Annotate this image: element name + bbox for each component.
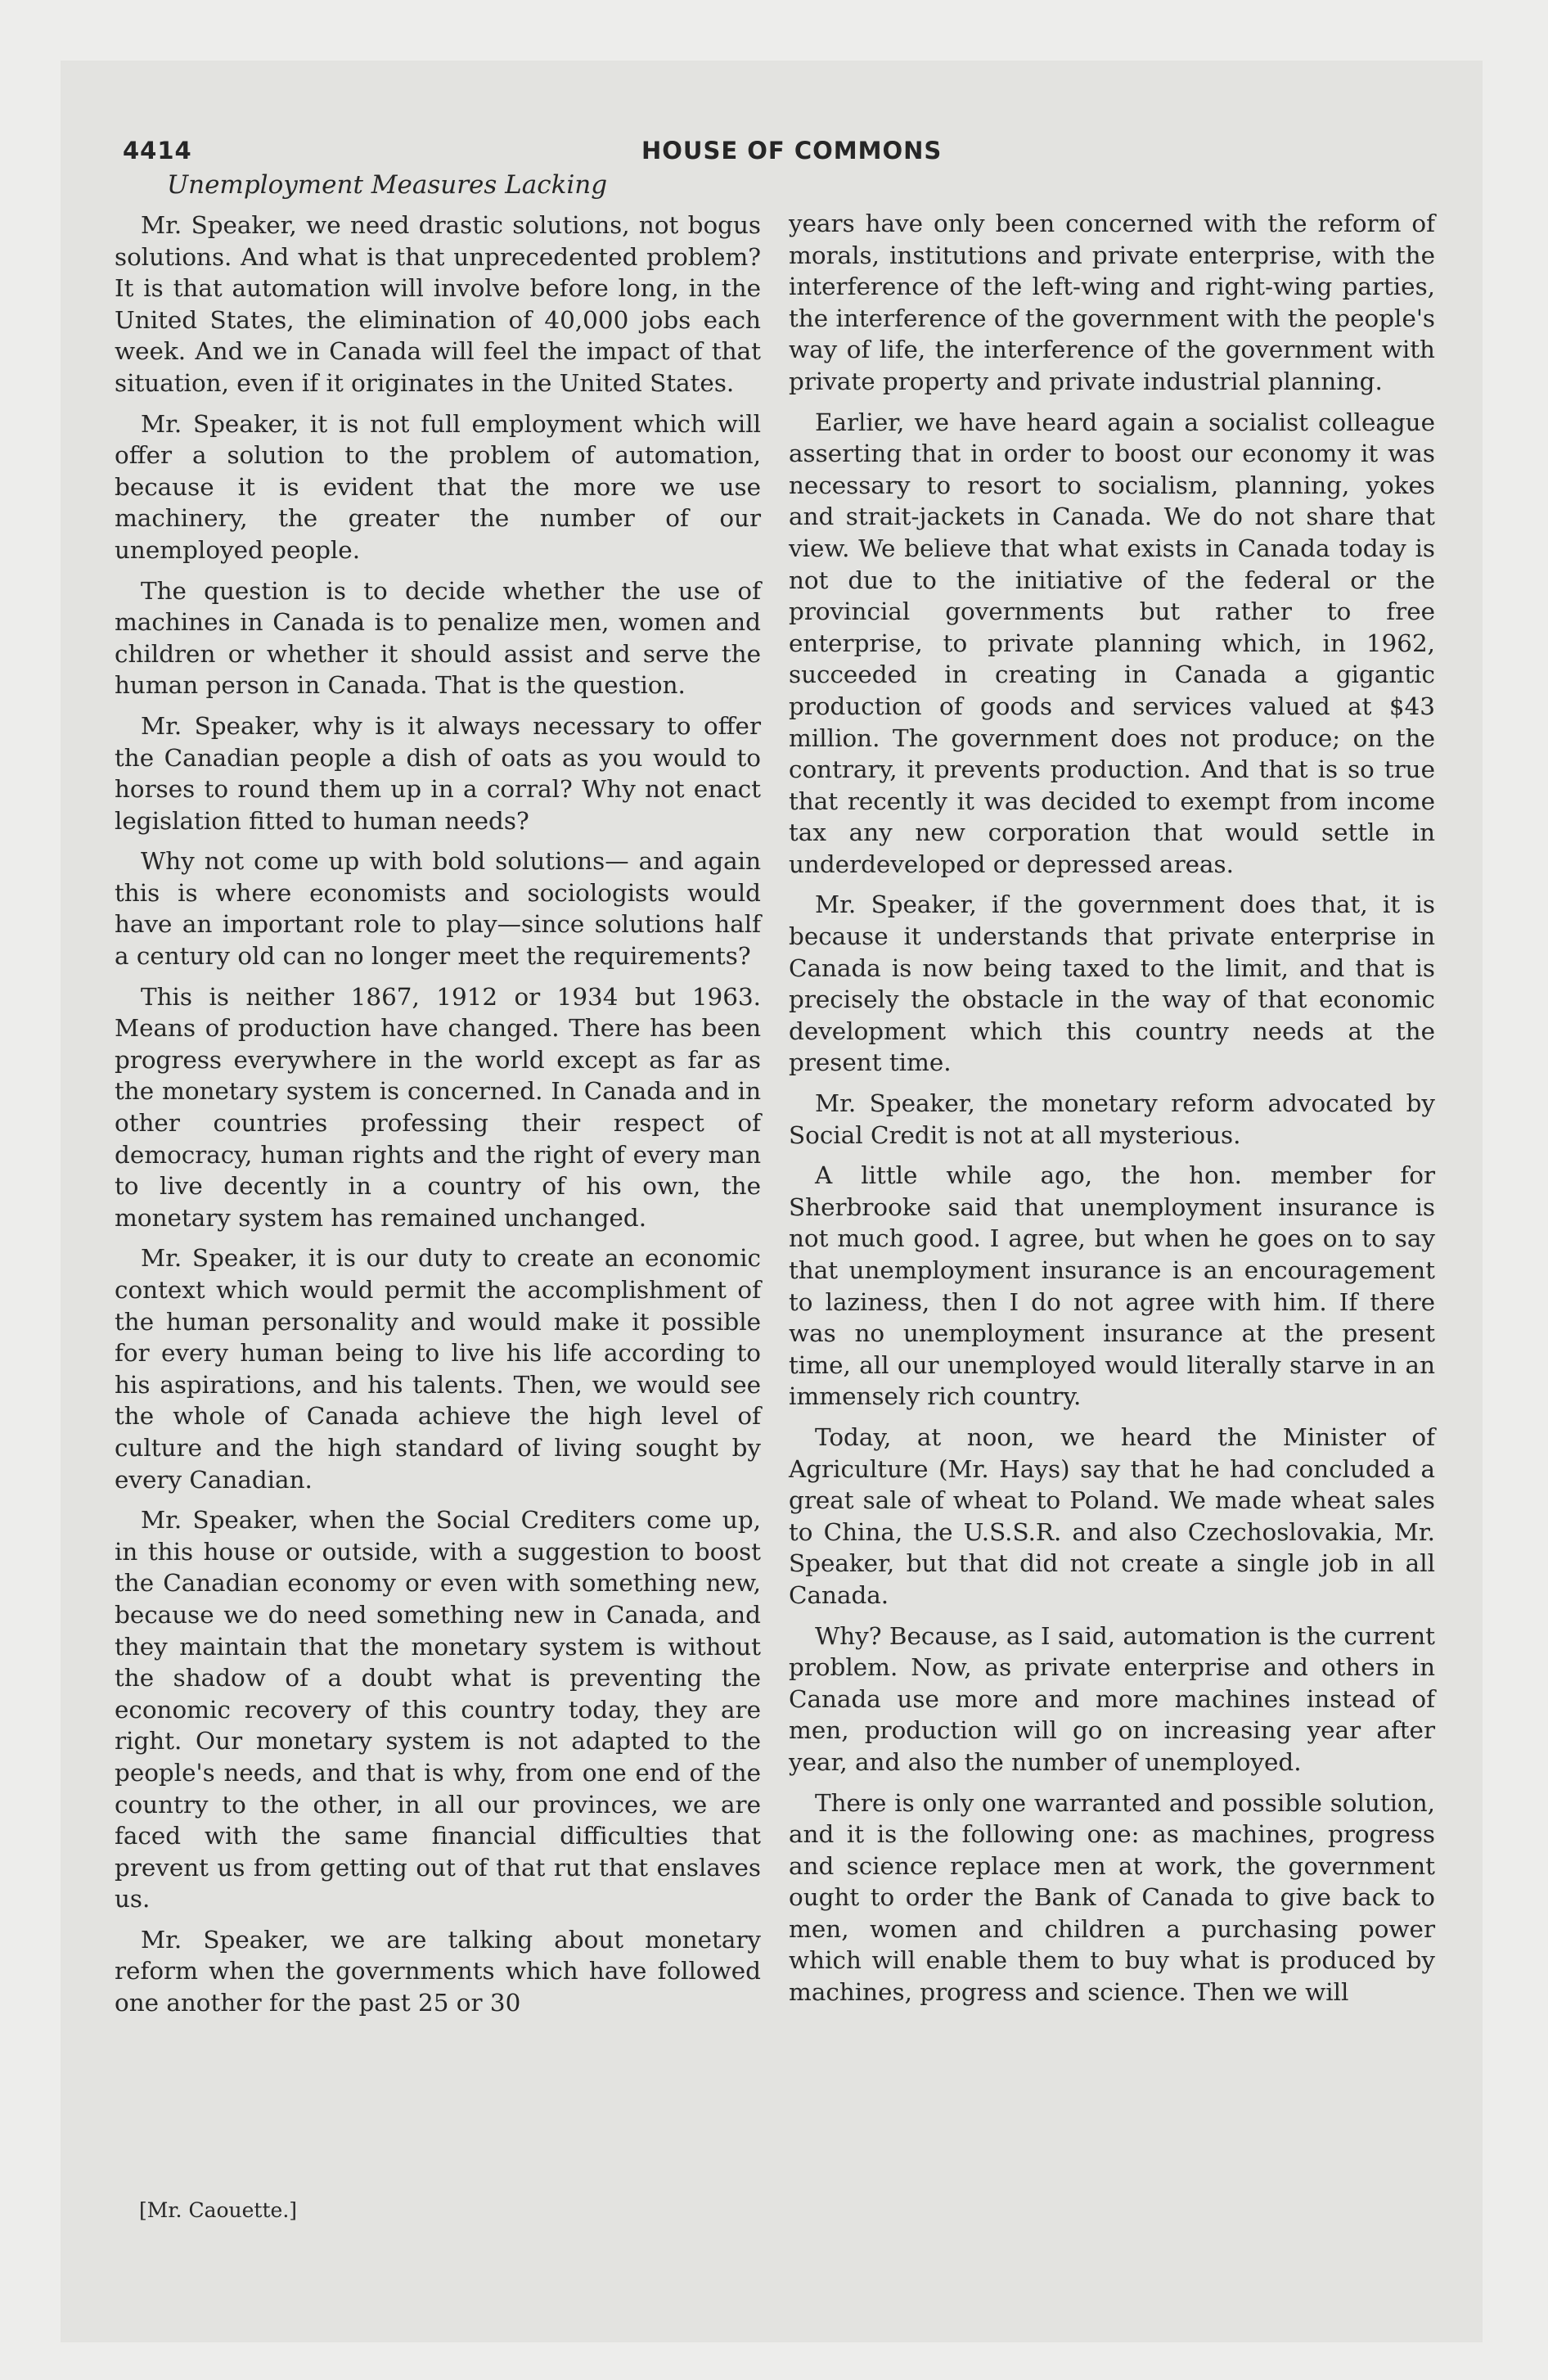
page-number: 4414	[123, 137, 192, 165]
paragraph: A little while ago, the hon. member for Sherbrooke said that unemployment insurance is not much good. I agree, but when he goes on to say that unemployment insurance is an encouragement to laziness, then I do not agree with him. If there was no unemployment insurance at the present time, all our unemployed would literally starve in an immensely rich country.	[789, 1161, 1435, 1411]
speaker-footnote: [Mr. Caouette.]	[139, 2198, 298, 2222]
paragraph: This is neither 1867, 1912 or 1934 but 1963. Means of production have changed. There has been progress everywhere in the world except as far as the monetary system is concerned. In Canada and in other countries professing their respect of democracy, human rights and the right of every man to live decently in a country of his own, the monetary system has remained unchanged.	[115, 982, 761, 1232]
paragraph: There is only one warranted and possible solution, and it is the following one: as machines, progress and science replace men at work, the government ought to order the Bank of Canada to give back to men, women and children a purchasing power which will enable them to buy what is produced by machines, progress and science. Then we will	[789, 1788, 1435, 2007]
page-header	[123, 137, 1505, 169]
paragraph: Mr. Speaker, why is it always necessary to offer the Canadian people a dish of oats as you would to horses to round them up in a corral? Why not enact legislation fitted to human needs?	[115, 711, 761, 835]
paragraph: Mr. Speaker, if the government does that, it is because it understands that private enterprise in Canada is now being taxed to the limit, and that is precisely the obstacle in the way of that economic development which this country needs at the present time.	[789, 890, 1435, 1077]
document-page	[62, 0, 1486, 2380]
paragraph: Today, at noon, we heard the Minister of Agriculture (Mr. Hays) say that he had concluded a great sale of wheat to Poland. We made wheat sales to China, the U.S.S.R. and also Czechoslovakia, Mr. Speaker, but that did not create a single job in all Canada.	[789, 1422, 1435, 1609]
paragraph: Mr. Speaker, we need drastic solutions, not bogus solutions. And what is that unprecedented problem? It is that automation will involve before long, in the United States, the elimination of 40,000 jobs each week. And we in Canada will feel the impact of that situation, even if it originates in the United States.	[115, 211, 761, 397]
paragraph: Mr. Speaker, it is not full employment which will offer a solution to the problem of automation, because it is evident that the more we use machinery, the greater the number of our unemployed people.	[115, 409, 761, 564]
paragraph: Mr. Speaker, it is our duty to create an economic context which would permit the accomplishment of the human personality and would make it possible for every human being to live his life according to his aspirations, and his talents. Then, we would see the whole of Canada achieve the high level of culture and the high standard of living sought by every Canadian.	[115, 1244, 761, 1494]
paragraph: Mr. Speaker, the monetary reform advocated by Social Credit is not at all mysterious.	[789, 1089, 1435, 1149]
paragraph: The question is to decide whether the use of machines in Canada is to penalize men, women and children or whether it should assist and serve the human person in Canada. That is the question.	[115, 576, 761, 700]
running-head: HOUSE OF COMMONS	[641, 137, 943, 165]
paragraph: Mr. Speaker, when the Social Crediters come up, in this house or outside, with a suggestion to boost the Canadian economy or even with something new, because we do need something new in Canada, and they maintain that the monetary system is without the shadow of a doubt what is preventing the economic recovery of this country today, they are right. Our monetary system is not adapted to the people's needs, and that is why, from one end of the country to the other, in all our provinces, we are faced with the same financial difficulties that prevent us from getting out of that rut that enslaves us.	[115, 1506, 761, 1913]
section-subhead: Unemployment Measures Lacking	[167, 170, 608, 200]
paragraph-continuation: years have only been concerned with the reform of morals, institutions and private enterprise, with the interference of the left-wing and right-wing parties, the interference of the government with the people's way of life, the interference of the government with private property and private industrial planning.	[789, 210, 1435, 395]
paragraph: Why not come up with bold solutions— and again this is where economists and sociologists would have an important role to play—since solutions half a century old can no longer meet the requirements?	[115, 847, 761, 971]
left-column	[115, 169, 761, 2028]
paragraph: Mr. Speaker, we are talking about monetary reform when the governments which have followed one another for the past 25 or 30	[115, 1925, 761, 2017]
paragraph: Earlier, we have heard again a socialist colleague asserting that in order to boost our economy it was necessary to resort to socialism, planning, yokes and strait-jackets in Canada. We do not share that view. We believe that what exists in Canada today is not due to the initiative of the federal or the provincial governments but rather to free enterprise, to private planning which, in 1962, succeeded in creating in Canada a gigantic production of goods and services valued at $43 million. The government does not produce; on the contrary, it prevents production. And that is so true that recently it was decided to exempt from income tax any new corporation that would settle in underdeveloped or depressed areas.	[789, 408, 1435, 878]
paragraph: Why? Because, as I said, automation is the current problem. Now, as private enterprise and others in Canada use more and more machines instead of men, production will go on increasing year after year, and also the number of unemployed.	[789, 1621, 1435, 1776]
right-column	[789, 208, 1435, 2017]
